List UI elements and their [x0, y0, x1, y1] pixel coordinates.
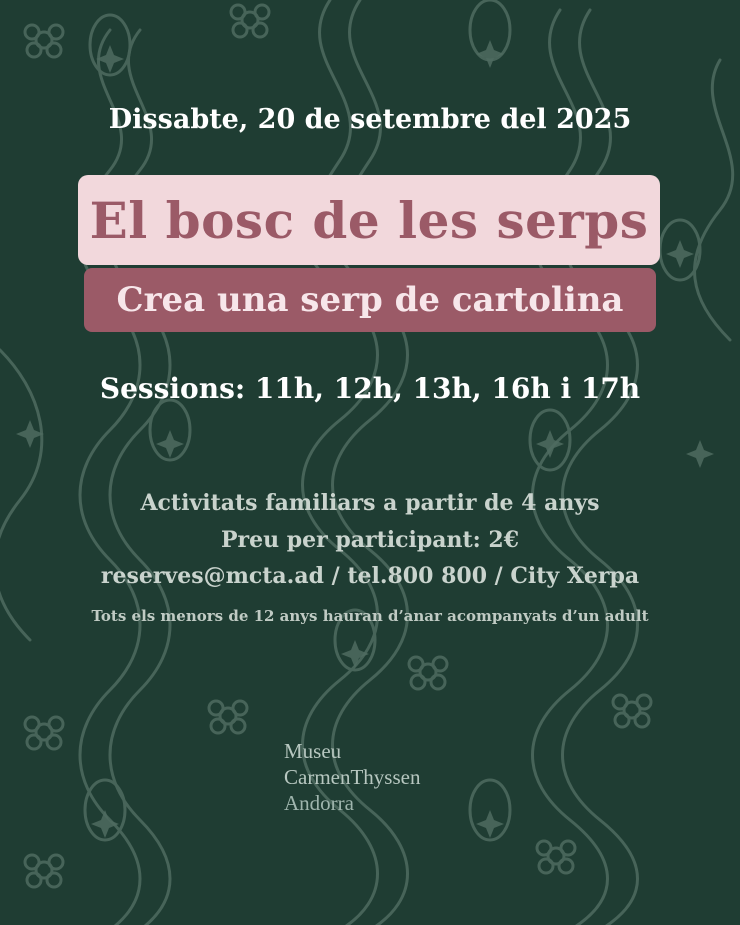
sparkle-icon	[91, 810, 119, 838]
flower-icon	[537, 841, 575, 873]
flower-icon	[25, 855, 63, 887]
event-title: El bosc de les serps	[89, 190, 649, 250]
flower-icon	[209, 701, 247, 733]
flower-icon	[231, 5, 269, 37]
sparkle-icon	[666, 240, 694, 268]
sparkle-icon	[341, 640, 369, 668]
minors-note: Tots els menors de 12 anys hauran d’anar acompanyats d’un adult	[91, 607, 649, 625]
sparkle-icon	[686, 440, 714, 468]
flower-icon	[25, 717, 63, 749]
sparkle-icon	[156, 430, 184, 458]
sparkle-icon	[476, 810, 504, 838]
flower-icon	[409, 657, 447, 689]
flower-icon	[25, 25, 63, 57]
logo-line-carmenthyssen: CarmenThyssen	[284, 765, 421, 789]
snake-shape	[563, 10, 638, 925]
logo-line-andorra: Andorra	[284, 791, 354, 815]
subtitle-banner	[84, 268, 656, 332]
logo-line-museu: Museu	[284, 739, 342, 763]
snake-shape	[695, 60, 733, 340]
museum-logo	[284, 738, 420, 816]
contact-text: reserves@mcta.ad / tel.800 800 / City Xerpa	[100, 563, 640, 589]
event-date: Dissabte, 20 de setembre del 2025	[108, 104, 632, 135]
flower-icon	[613, 695, 651, 727]
price-text: Preu per participant: 2€	[220, 527, 520, 553]
audience-text: Activitats familiars a partir de 4 anys	[140, 490, 600, 516]
sparkle-icon	[476, 40, 504, 68]
sessions-text: Sessions: 11h, 12h, 13h, 16h i 17h	[99, 372, 641, 405]
event-subtitle: Crea una serp de cartolina	[116, 280, 624, 320]
title-banner	[78, 175, 660, 265]
sparkle-icon	[536, 430, 564, 458]
